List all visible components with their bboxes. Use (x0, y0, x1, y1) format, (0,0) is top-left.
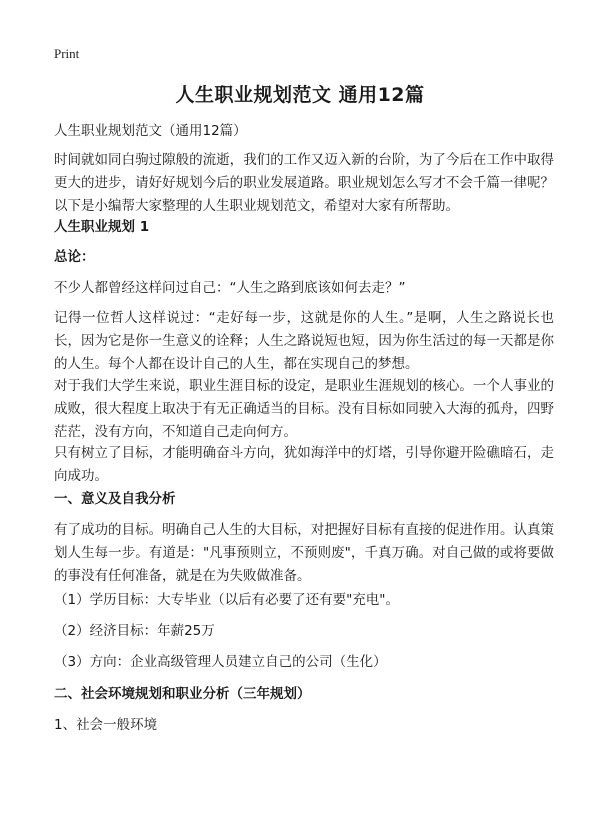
list-item-economic: （2）经济目标：年薪25万 (54, 623, 215, 639)
paragraph-5: 有了成功的目标。明确自己人生的大目标，对把握好目标有直接的促进作用。认真策划人生每一步。有道是："凡事预则立，不预则废"，千真万确。对自己做的或将要做的事没有任何准备，就是在为失败做准备。 (54, 522, 554, 584)
list-item-education: （1）学历目标：大专毕业（以后有必要了还有要"充电"。 (54, 592, 400, 608)
paragraph-4: 只有树立了目标，才能明确奋斗方向，犹如海洋中的灯塔，引导你避开险礁暗石，走向成功。 (54, 445, 554, 484)
paragraph-6: 1、社会一般环境 (54, 717, 158, 733)
list-item-direction: （3）方向：企业高级管理人员建立自己的公司（生化） (54, 654, 387, 670)
print-label: Print (54, 46, 80, 61)
heading-social-environment: 二、社会环境规划和职业分析（三年规划） (54, 686, 311, 702)
paragraph-2: 记得一位哲人这样说过：“走好每一步，这就是你的人生。”是啊，人生之路说长也长，因为它是你一生意义的诠释；人生之路说短也短，因为你生活过的每一天都是你的人生。每个人都在设计自己的人生，都在实现自己的梦想。 (54, 310, 554, 372)
summary-heading: 总论： (54, 249, 95, 265)
document-subtitle: 人生职业规划范文（通用12篇） (54, 123, 247, 139)
intro-paragraph: 时间就如同白驹过隙般的流逝，我们的工作又迈入新的台阶，为了今后在工作中取得更大的进步，请好好规划今后的职业发展道路。职业规划怎么写才不会千篇一律呢？以下是小编帮大家整理的人生职业规划范文，希望对大家有所帮助。 (54, 152, 554, 214)
section-heading: 人生职业规划 1 (54, 219, 150, 235)
heading-significance: 一、意义及自我分析 (54, 491, 176, 507)
paragraph-3: 对于我们大学生来说，职业生涯目标的设定，是职业生涯规划的核心。一个人事业的成败，很大程度上取决于有无正确适当的目标。没有目标如同驶入大海的孤舟，四野茫茫，没有方向，不知道自己走向何方。 (54, 378, 554, 440)
paragraph-1: 不少人都曾经这样问过自己：“人生之路到底该如何去走？” (54, 280, 406, 296)
document-title: 人生职业规划范文 通用12篇 (175, 84, 425, 106)
